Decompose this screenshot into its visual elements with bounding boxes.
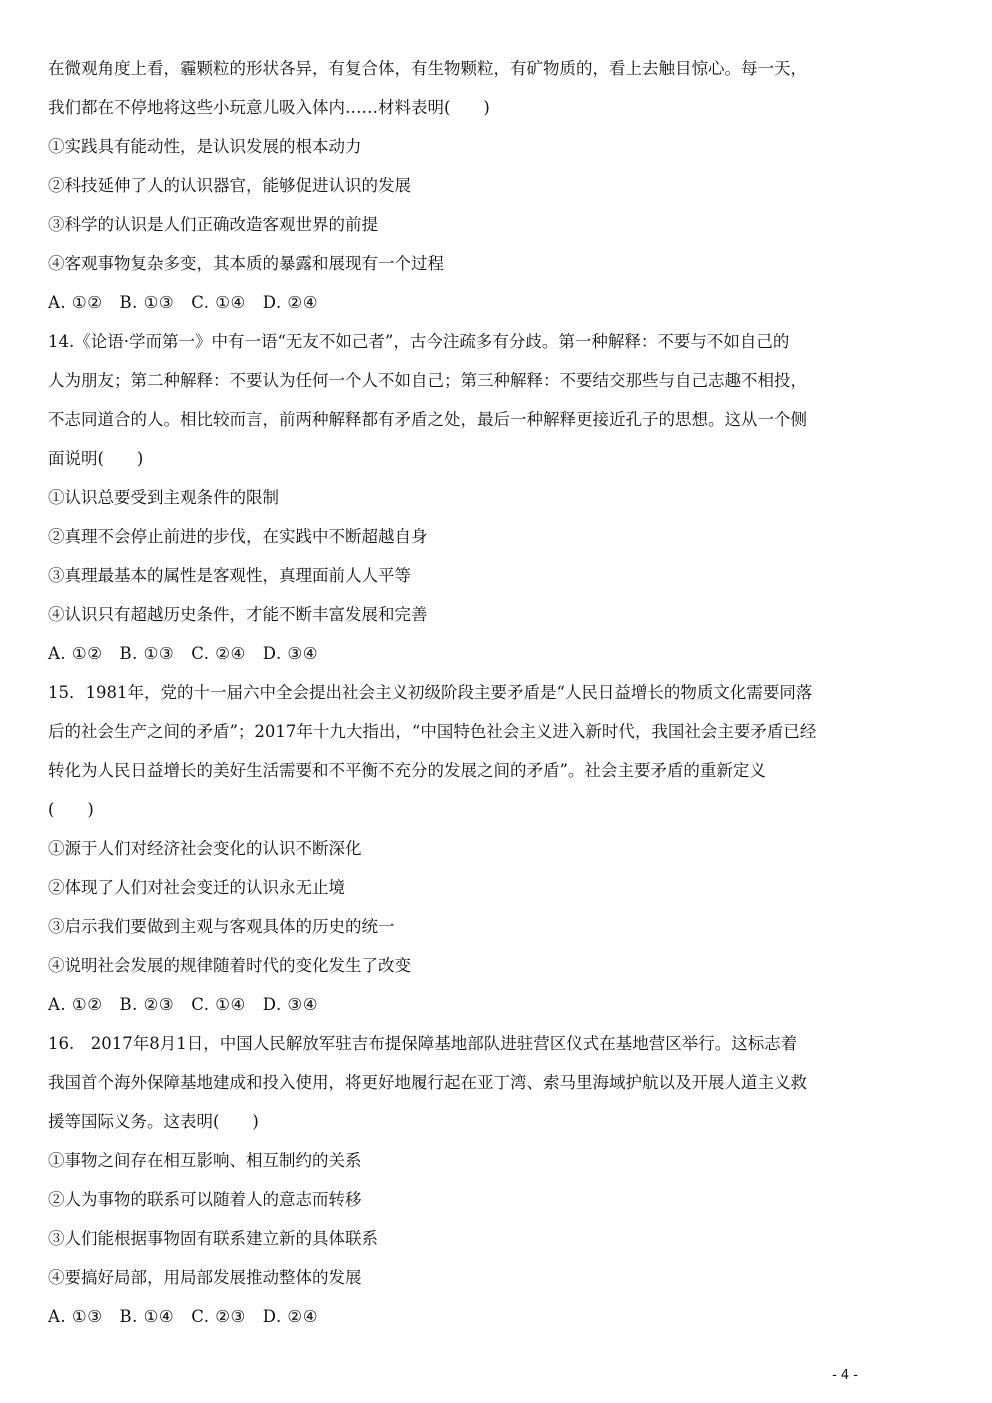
q15-stem-line-4: ( ): [48, 800, 94, 819]
q16-statement-1: ①事物之间存在相互影响、相互制约的关系: [48, 1151, 362, 1170]
q15-stem-line-1: 15．1981年，党的十一届六中全会提出社会主义初级阶段主要矛盾是“人民日益增长的物质文化需要同落: [48, 683, 813, 702]
q15-statement-3: ③启示我们要做到主观与客观具体的历史的统一: [48, 917, 395, 936]
q14-statement-1: ①认识总要受到主观条件的限制: [48, 488, 279, 507]
intro-statement-4: ④客观事物复杂多变，其本质的暴露和展现有一个过程: [48, 254, 444, 273]
intro-text-line-2: 我们都在不停地将这些小玩意儿吸入体内……材料表明( ): [48, 98, 490, 117]
q14-stem-line-2: 人为朋友；第二种解释：不要认为任何一个人不如自己；第三种解释：不要结交那些与自己志趣不相投，: [48, 371, 807, 390]
q16-stem-line-1: 16. 2017年8月1日，中国人民解放军驻吉布提保障基地部队进驻营区仪式在基地营区举行。这标志着: [48, 1034, 798, 1053]
q14-statement-3: ③真理最基本的属性是客观性，真理面前人人平等: [48, 566, 411, 585]
q14-stem-line-4: 面说明( ): [48, 449, 144, 468]
intro-statement-2: ②科技延伸了人的认识器官，能够促进认识的发展: [48, 176, 411, 195]
q16-statement-3: ③人们能根据事物固有联系建立新的具体联系: [48, 1229, 378, 1248]
q15-statement-1: ①源于人们对经济社会变化的认识不断深化: [48, 839, 362, 858]
q15-answer-options: A. ①② B. ②③ C. ①④ D. ③④: [48, 995, 319, 1014]
q16-statement-2: ②人为事物的联系可以随着人的意志而转移: [48, 1190, 362, 1209]
q15-statement-2: ②体现了人们对社会变迁的认识永无止境: [48, 878, 345, 897]
q16-statement-4: ④要搞好局部，用局部发展推动整体的发展: [48, 1268, 362, 1287]
q16-stem-line-2: 我国首个海外保障基地建成和投入使用，将更好地履行起在亚丁湾、索马里海域护航以及开展人道主义救: [48, 1073, 807, 1092]
q16-stem-line-3: 援等国际义务。这表明( ): [48, 1112, 259, 1131]
q14-answer-options: A. ①② B. ①③ C. ②④ D. ③④: [48, 644, 319, 663]
intro-statement-3: ③科学的认识是人们正确改造客观世界的前提: [48, 215, 378, 234]
q15-statement-4: ④说明社会发展的规律随着时代的变化发生了改变: [48, 956, 411, 975]
q14-stem-line-3: 不志同道合的人。相比较而言，前两种解释都有矛盾之处，最后一种解释更接近孔子的思想。这从一个侧: [48, 410, 807, 429]
page-number: - 4 -: [832, 1368, 858, 1383]
q14-stem-line-1: 14.《论语·学而第一》中有一语“无友不如己者”，古今注疏多有分歧。第一种解释：不要与不如自己的: [48, 332, 790, 351]
intro-text-line-1: 在微观角度上看，霾颗粒的形状各异，有复合体，有生物颗粒，有矿物质的，看上去触目惊心。每一天，: [48, 59, 807, 78]
q16-answer-options: A. ①③ B. ①④ C. ②③ D. ②④: [48, 1307, 319, 1326]
q14-statement-4: ④认识只有超越历史条件，才能不断丰富发展和完善: [48, 605, 428, 624]
intro-statement-1: ①实践具有能动性，是认识发展的根本动力: [48, 137, 362, 156]
q14-statement-2: ②真理不会停止前进的步伐，在实践中不断超越自身: [48, 527, 428, 546]
intro-answer-options: A. ①② B. ①③ C. ①④ D. ②④: [48, 293, 319, 312]
q15-stem-line-3: 转化为人民日益增长的美好生活需要和不平衡不充分的发展之间的矛盾”。社会主要矛盾的重新定义: [48, 761, 766, 780]
q15-stem-line-2: 后的社会生产之间的矛盾”；2017年十九大指出，“中国特色社会主义进入新时代，我国社会主要矛盾已经: [48, 722, 817, 741]
